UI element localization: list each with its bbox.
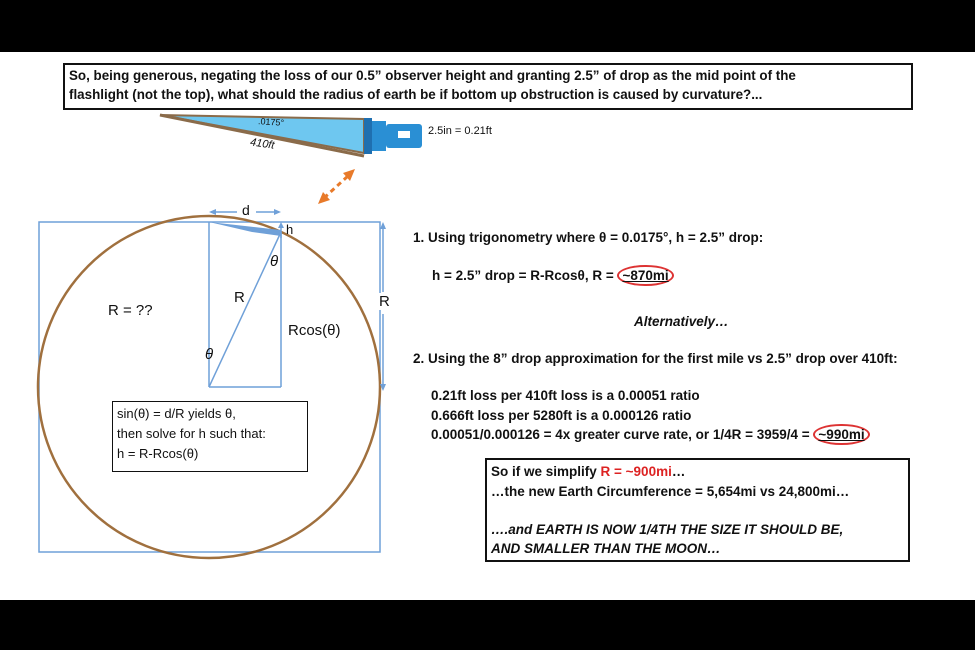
theta-bottom-label: θ xyxy=(205,346,214,363)
method2-heading: 2. Using the 8” drop approximation for the first mile vs 2.5” drop over 410ft: xyxy=(413,351,898,366)
method2-line-3-text: 0.00051/0.000126 = 4x greater curve rate, or 1/4R = 3959/4 = xyxy=(431,427,810,442)
slide xyxy=(0,52,975,600)
method1-heading: 1. Using trigonometry where θ = 0.0175°, h = 2.5” drop: xyxy=(413,230,764,245)
conclusion-box xyxy=(485,458,910,562)
method2-result: ~990mi xyxy=(813,424,869,445)
conclusion-prefix: So if we simplify xyxy=(491,464,601,479)
formula-box xyxy=(112,401,308,472)
method1-equation xyxy=(432,268,674,283)
flashlight-icon xyxy=(364,118,422,154)
header-line-1: So, being generous, negating the loss of our 0.5” observer height and granting 2.5” of drop as the mid point of the xyxy=(69,68,796,83)
method1-equation-text: h = 2.5” drop = R-Rcosθ, R = xyxy=(432,268,614,283)
conclusion-r-value: R = ~900mi xyxy=(600,464,672,479)
drop-label: 2.5in = 0.21ft xyxy=(428,125,492,137)
radius-inner-label: R xyxy=(234,289,245,306)
formula-line-3: h = R-Rcos(θ) xyxy=(117,446,199,461)
radius-right-label: R xyxy=(379,293,390,310)
formula-line-2: then solve for h such that: xyxy=(117,426,266,441)
orange-arrow xyxy=(318,169,355,204)
conclusion-line-3: ….and EARTH IS NOW 1/4TH THE SIZE IT SHOULD BE, xyxy=(491,522,844,537)
angle-label: .0175° xyxy=(257,116,285,128)
rcos-label: Rcos(θ) xyxy=(288,322,341,339)
alternatively-label: Alternatively… xyxy=(634,314,729,329)
h-label: h xyxy=(286,222,294,237)
method2-line-1: 0.21ft loss per 410ft loss is a 0.00051 ratio xyxy=(431,388,700,403)
radius-unknown-label: R = ?? xyxy=(108,302,153,319)
header-line-2: flashlight (not the top), what should the radius of earth be if bottom up obstruction is caused by curvature?... xyxy=(69,87,763,102)
method1-result: ~870mi xyxy=(617,265,673,286)
distance-label: 410ft xyxy=(249,136,276,152)
conclusion-line-2: …the new Earth Circumference = 5,654mi vs 24,800mi… xyxy=(491,484,850,499)
conclusion-suffix: … xyxy=(671,464,686,479)
method2-line-2: 0.666ft loss per 5280ft is a 0.000126 ratio xyxy=(431,408,692,423)
conclusion-line-4: AND SMALLER THAN THE MOON… xyxy=(491,541,721,556)
method2-line-3 xyxy=(431,427,870,442)
theta-top-label: θ xyxy=(270,253,279,270)
conclusion-line-1 xyxy=(491,464,685,479)
d-label: d xyxy=(242,202,250,218)
formula-line-1: sin(θ) = d/R yields θ, xyxy=(117,406,236,421)
drop-wedge xyxy=(209,222,281,236)
